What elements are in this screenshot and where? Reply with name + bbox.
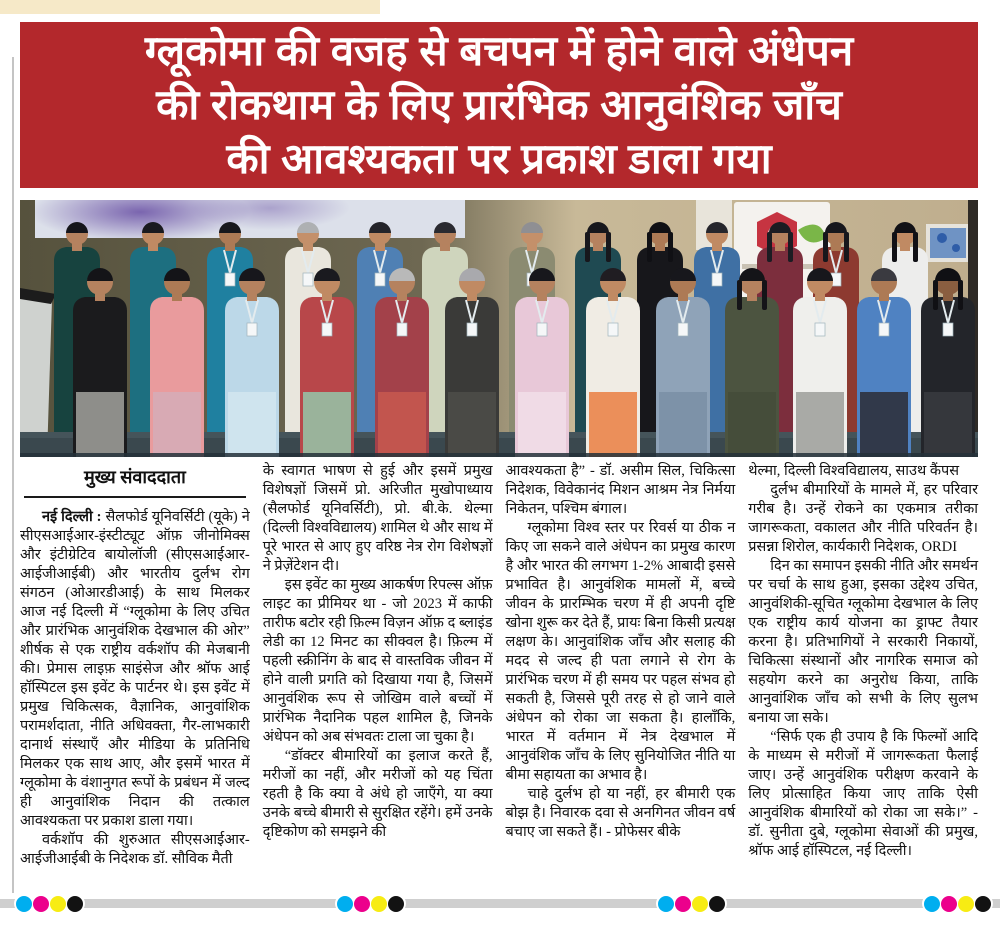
article-paragraph: दुर्लभ बीमारियों के मामले में, हर परिवार गरीब है। उन्हें रोकने का एकमात्र तरीका जागरूकता, वकालत और नीति परिवर्तन है। प्रसन्ना शिरोल, कार्यकारी निदेशक, ORDI [748, 482, 978, 555]
article-column-1 [20, 462, 250, 894]
registration-dot-cyan [16, 896, 32, 912]
registration-dot-group [922, 894, 993, 913]
registration-dot-cyan [658, 896, 674, 912]
wall-frame-art [930, 228, 966, 258]
article-paragraph: दिन का समापन इसकी नीति और समर्थन पर चर्चा के साथ हुआ, इसका उद्देश्य उचित, आनुवंशिकी-सूचित ग्लूकोमा देखभाल के लिए एक राष्ट्रीय कार्य योजना का ड्राफ्ट तैयार करना है। प्रतिभागियों ने सरकारी निकायों, चिकित्सा संस्थानों और नागरिक समाज को सहयोग करने का अनुरोध किया, ताकि आनुवांशिक जाँच को सभी के लिए सुलभ बनाया जा सके। [748, 558, 978, 726]
registration-dot-black [975, 896, 991, 912]
registration-dot-cyan [337, 896, 353, 912]
headline-banner [20, 22, 978, 188]
registration-dot-magenta [675, 896, 691, 912]
registration-dot-magenta [941, 896, 957, 912]
registration-dot-cyan [924, 896, 940, 912]
registration-dot-black [388, 896, 404, 912]
photo-bottom-edge [20, 453, 978, 457]
scan-top-strip [0, 0, 380, 14]
article-body [20, 462, 978, 894]
article-paragraph: “सिर्फ एक ही उपाय है कि फिल्मों आदि के माध्यम से मरीजों में जागरूकता फैलाई जाए। उन्हें आनुवंशिक परीक्षण करवाने के लिए प्रोत्साहित किया जाए ताकि ऐसी आनुवंशिक बीमारियों को रोका जा सके।” - डॉ. सुनीता दुबे, ग्लूकोमा सेवाओं की प्रमुख, श्रॉफ आई हॉस्पिटल, नई दिल्ली। [748, 729, 978, 859]
registration-dot-yellow [958, 896, 974, 912]
article-paragraph: नई दिल्ली : सैलफोर्ड यूनिवर्सिटी (यूके) ने सीएसआईआर-इंस्टीट्यूट ऑफ़ जीनोमिक्स और इंटीग्रेटिव बायोलॉजी (सीएसआईआर-आईजीआईबी) और भारतीय दुर्लभ रोग संगठन (ओआरडीआई) के साथ मिलकर आज नई दिल्ली में “ग्लूकोमा के लिए उचित और प्रारंभिक आनुवंशिक देखभाल की ओर” शीर्षक से एक राष्ट्रीय वर्कशॉप की मेजबानी की। प्रेमास लाइफ़ साइंसेज और श्रॉफ आई हॉस्पिटल इस इवेंट के पार्टनर थे। इस इवेंट में प्रमुख चिकित्सक, वैज्ञानिक, आनुवांशिक परामर्शदाता, नीति अधिवक्ता, गैर-लाभकारी दानार्थ संस्थाएँ और मीडिया के प्रतिनिधि मिलकर एक साथ आए, और इसमें भारत में ग्लूकोमा के वंशानुगत रूपों के प्रबंधन में जल्द ही आनुवांशिक निदान की तत्काल आवश्यकता पर प्रकाश डाला गया। [20, 509, 250, 829]
registration-dot-yellow [371, 896, 387, 912]
print-registration-bar [0, 899, 1000, 908]
registration-dot-black [709, 896, 725, 912]
article-paragraph: चाहे दुर्लभ हो या नहीं, हर बीमारी एक बोझ है। निवारक दवा से अनगिनत जीवन वर्ष बचाए जा सकते हैं। - प्रोफेसर बीके [505, 786, 736, 840]
registration-dot-group [335, 894, 406, 913]
frame-detail [952, 244, 960, 252]
workshop-group-photo [20, 200, 978, 457]
article-byline: मुख्य संवाददाता [24, 464, 246, 498]
headline-line-3: की आवश्यकता पर प्रकाश डाला गया [226, 135, 772, 182]
article-paragraph: के स्वागत भाषण से हुई और इसमें प्रमुख विशेषज्ञों जिसमें प्रो. अरिजीत मुखोपाध्याय (सैलफोर्ड यूनिवर्सिटी), प्रो. बी.के. थेल्मा (दिल्ली विश्वविद्यालय) शामिल थे और साथ में पूरे भारत से आए हुए वरिष्ठ नेत्र रोग विशेषज्ञों ने प्रेज़ेंटेशन दी। [262, 463, 493, 574]
article-column-2 [263, 462, 493, 894]
registration-dot-group [656, 894, 727, 913]
registration-dot-magenta [354, 896, 370, 912]
dateline: नई दिल्ली : [42, 509, 102, 525]
article-paragraph: इस इवेंट का मुख्य आकर्षण रिपल्स ऑफ़ लाइट का प्रीमियर था - जो 2023 में काफी तारीफ बटोर रही फ़िल्म विज़न ऑफ़ द ब्लाइंड लेडी का 12 मिनट का सीक्वल है। फ़िल्म में पहली स्क्रीनिंग के बाद से वास्तविक जीवन में होने वाली प्रगति को दिखाया गया है, जिसमें आनुवंशिक रूप से जोखिम वाले बच्चों में प्रारंभिक नैदानिक पहल शामिल है, जिनके अंधेपन को अब संभवतः टाला जा चुका है। [262, 577, 493, 745]
article-paragraph: वर्कशॉप की शुरुआत सीएसआईआर-आईजीआईबी के निदेशक डॉ. सौविक मैती [20, 832, 250, 867]
article-paragraph: थेल्मा, दिल्ली विश्वविद्यालय, साउथ कैंपस [748, 463, 960, 479]
group-photo-illustration [20, 200, 978, 457]
article-column-3 [506, 462, 736, 894]
article-paragraph: ग्लूकोमा विश्व स्तर पर रिवर्स या ठीक न किए जा सकने वाले अंधेपन का प्रमुख कारण है और भारत की लगभग 1-2% आबादी इससे प्रभावित है। आनुवंशिक मामलों में, बच्चे जीवन के प्रारम्भिक चरण में ही अपनी दृष्टि खोना शुरू कर देते हैं, प्रायः बिना किसी प्रत्यक्ष लक्षण के। आनुवांशिक जाँच और सलाह की मदद से जल्द ही पता लगाने से रोग के प्रारंभिक चरण में ही समय पर पहल संभव हो सकती है, जिससे पूरी तरह से हो जाने वाले अंधेपन को रोका जा सकता है। हालाँकि, भारत में वर्तमान में नेत्र देखभाल में आनुवंशिक जाँच के लिए सुनियोजित नीति या बीमा सहायता का अभाव है। [505, 520, 736, 783]
headline-line-1: ग्लूकोमा की वजह से बचपन में होने वाले अंधेपन [144, 27, 854, 74]
article-paragraph: आवश्यकता है” - डॉ. असीम सिल, चिकित्सा निदेशक, विवेकानंद मिशन आश्रम नेत्र निर्मया निकेतन, पश्चिम बंगाल। [505, 463, 736, 517]
registration-dot-magenta [33, 896, 49, 912]
page-left-rule [12, 57, 14, 893]
headline-line-2: की रोकथाम के लिए प्रारंभिक आनुवंशिक जाँच [156, 81, 842, 128]
article-paragraph: “डॉक्टर बीमारियों का इलाज करते हैं, मरीजों का नहीं, और मरीजों को यह चिंता रहती है कि क्या वे अंधे हो जाएँगे, या क्या उनके बच्चे बीमारी से सुरक्षित रहेंगे। हमें उनके दृष्टिकोण को समझने की [262, 748, 493, 840]
registration-dot-black [67, 896, 83, 912]
article-column-4 [748, 462, 978, 894]
registration-dot-group [14, 894, 85, 913]
registration-dot-yellow [692, 896, 708, 912]
frame-detail [937, 233, 947, 243]
registration-dot-yellow [50, 896, 66, 912]
